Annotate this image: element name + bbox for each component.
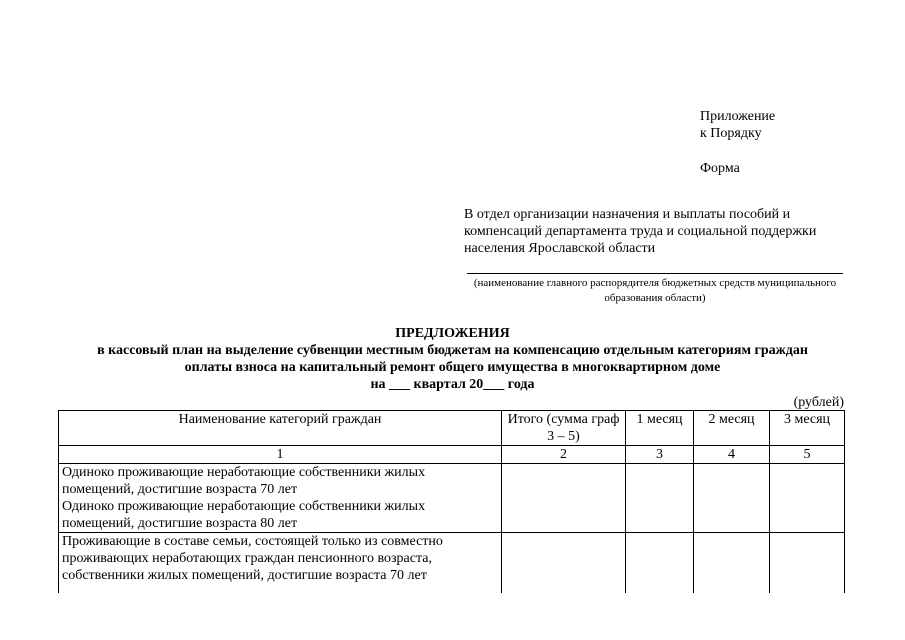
addressee-underline <box>467 273 843 274</box>
proposal-table <box>58 410 845 593</box>
title-line-1: ПРЕДЛОЖЕНИЯ <box>395 326 510 341</box>
month-3-cell[interactable] <box>770 464 845 533</box>
table-row <box>59 464 845 533</box>
month-2-cell[interactable] <box>694 464 770 533</box>
header-month-1: 1 месяц <box>626 411 694 446</box>
category-cell <box>59 464 502 533</box>
table-row <box>59 533 845 594</box>
month-1-cell[interactable] <box>626 464 694 533</box>
category-cell <box>59 533 502 594</box>
header-month-3: 3 месяц <box>770 411 845 446</box>
unit-label: (рублей) <box>793 395 844 410</box>
total-cell[interactable] <box>502 464 626 533</box>
column-number: 5 <box>770 446 845 464</box>
header-total: Итого (сумма граф 3 – 5) <box>502 411 626 446</box>
form-label: Форма <box>700 161 740 176</box>
table-header-row <box>59 411 845 446</box>
column-number: 1 <box>59 446 502 464</box>
title-line-4: на ___ квартал 20___ года <box>370 377 535 392</box>
appendix-line-2: к Порядку <box>700 126 762 141</box>
addressee-text: В отдел организации назначения и выплаты пособий и компенсаций департамента труда и социальной поддержки населения Ярославской области <box>464 207 817 256</box>
category-text: Проживающие в составе семьи, состоящей только из совместно проживающих неработающих граждан пенсионного возраста, собственники жилых помещений, достигшие возраста 70 лет <box>62 534 443 583</box>
title-line-2: в кассовый план на выделение субвенции местным бюджетам на компенсацию отдельным категориям граждан <box>97 343 808 358</box>
title-line-3: оплаты взноса на капитальный ремонт общего имущества в многоквартирном доме <box>184 360 721 375</box>
column-number: 2 <box>502 446 626 464</box>
category-text: Одиноко проживающие неработающие собственники жилых помещений, достигшие возраста 70 лет <box>62 465 426 497</box>
month-2-cell[interactable] <box>694 533 770 594</box>
appendix-line-1: Приложение <box>700 109 776 124</box>
appendix-label <box>700 108 775 142</box>
header-month-2: 2 месяц <box>694 411 770 446</box>
addressee-note: (наименование главного распорядителя бюджетных средств муниципального образования области) <box>473 277 837 304</box>
column-number: 4 <box>694 446 770 464</box>
category-text: Одиноко проживающие неработающие собственники жилых помещений, достигшие возраста 80 лет <box>62 499 426 531</box>
column-number-row <box>59 446 845 464</box>
column-number: 3 <box>626 446 694 464</box>
document-title <box>30 325 875 393</box>
total-cell[interactable] <box>502 533 626 594</box>
month-3-cell[interactable] <box>770 533 845 594</box>
month-1-cell[interactable] <box>626 533 694 594</box>
header-category: Наименование категорий граждан <box>59 411 502 446</box>
